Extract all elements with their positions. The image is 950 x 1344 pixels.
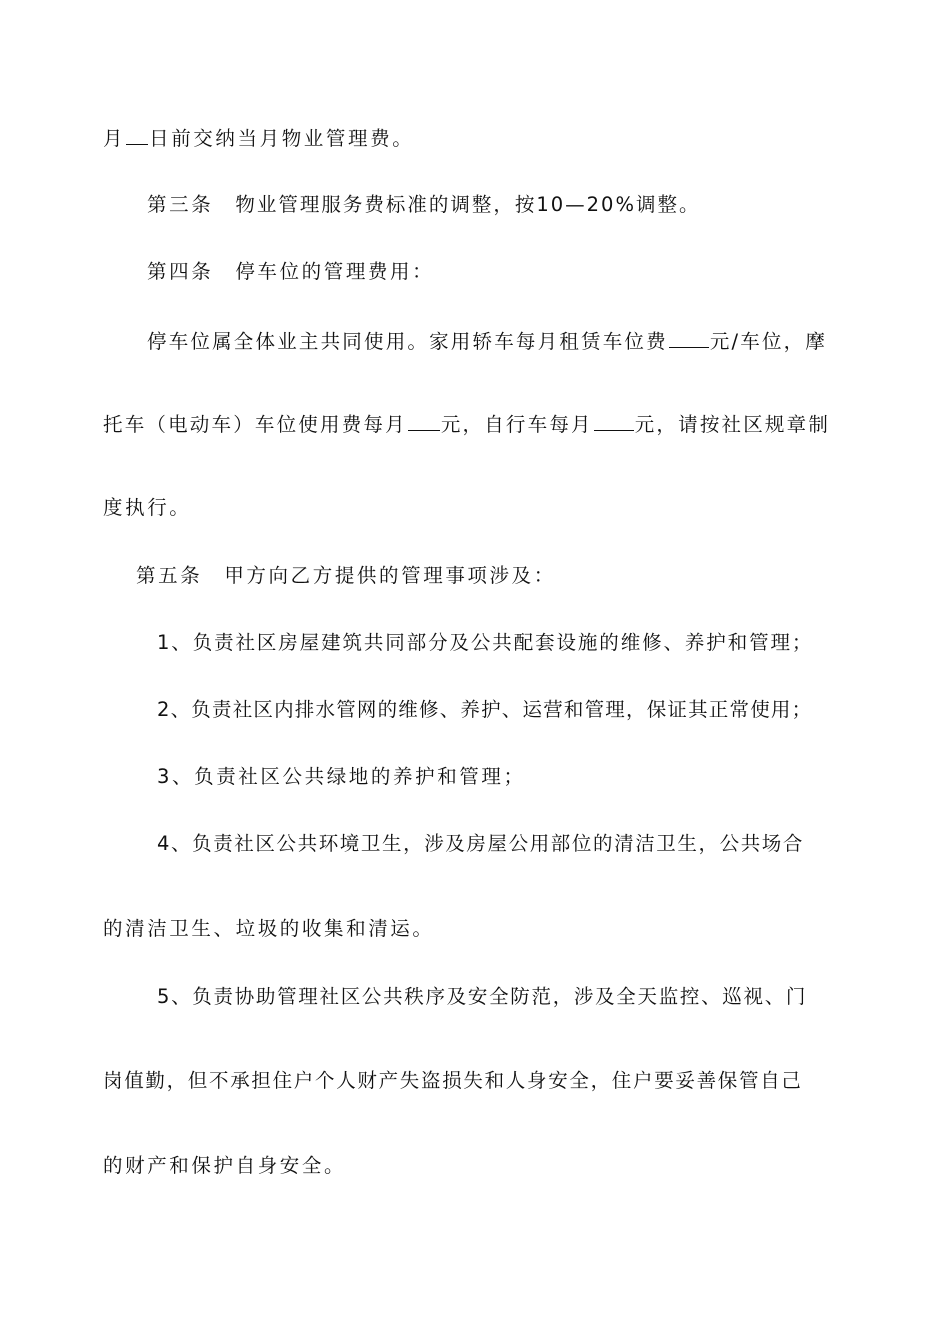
parking-line-2 [103,408,851,438]
parking-text-2c: 元，请按社区规章制 [634,413,831,436]
article-5-label: 第五条 [136,564,203,587]
payment-deadline-line [103,122,851,152]
article-3-label: 第三条 [147,193,214,216]
article-5 [136,561,836,591]
article-3-text: 物业管理服务费标准的调整，按10—20%调整。 [235,193,701,216]
item-3-text: 3、负责社区公共绿地的养护和管理； [157,765,526,788]
item-4-line-2 [103,914,851,944]
motorcycle-fee-blank [408,408,440,431]
item-5-line-1 [157,982,851,1012]
item-5-text-1: 5、负责协助管理社区公共秩序及安全防范，涉及全天监控、巡视、门 [157,985,808,1008]
text-payment: 日前交纳当月物业管理费。 [149,127,415,150]
item-3 [157,762,837,792]
item-5-line-2 [103,1066,851,1096]
article-4 [147,257,847,287]
item-1-text: 1、负责社区房屋建筑共同部分及公共配套设施的维修、养护和管理； [157,631,814,654]
text-month: 月 [103,127,126,150]
parking-text-3: 度执行。 [103,496,192,519]
parking-line-1 [147,325,851,355]
item-2 [157,695,851,725]
article-4-label: 第四条 [147,260,214,283]
car-fee-blank [669,325,709,348]
article-5-text: 甲方向乙方提供的管理事项涉及： [224,564,556,587]
item-5-line-3 [103,1151,851,1181]
parking-line-3 [103,493,851,523]
article-4-text: 停车位的管理费用： [235,260,435,283]
article-3 [147,190,847,220]
parking-text-2a: 托车（电动车）车位使用费每月 [103,413,407,436]
item-5-text-2: 岗值勤，但不承担住户个人财产失盗损失和人身安全，住户要妥善保管自己 [103,1069,803,1092]
parking-text-1a: 停车位属全体业主共同使用。家用轿车每月租赁车位费 [147,330,668,353]
bicycle-fee-blank [594,408,634,431]
item-4-text-2: 的清洁卫生、垃圾的收集和清运。 [103,917,435,940]
day-blank [126,122,148,145]
parking-text-1b: 元/车位，摩 [709,330,828,353]
item-1 [157,628,837,658]
item-2-text: 2、负责社区内排水管网的维修、养护、运营和管理，保证其正常使用； [157,698,813,721]
parking-text-2b: 元，自行车每月 [440,413,593,436]
item-4-line-1 [157,829,851,859]
item-5-text-3: 的财产和保护自身安全。 [103,1154,347,1177]
item-4-text-1: 4、负责社区公共环境卫生，涉及房屋公用部位的清洁卫生，公共场合 [157,832,805,855]
